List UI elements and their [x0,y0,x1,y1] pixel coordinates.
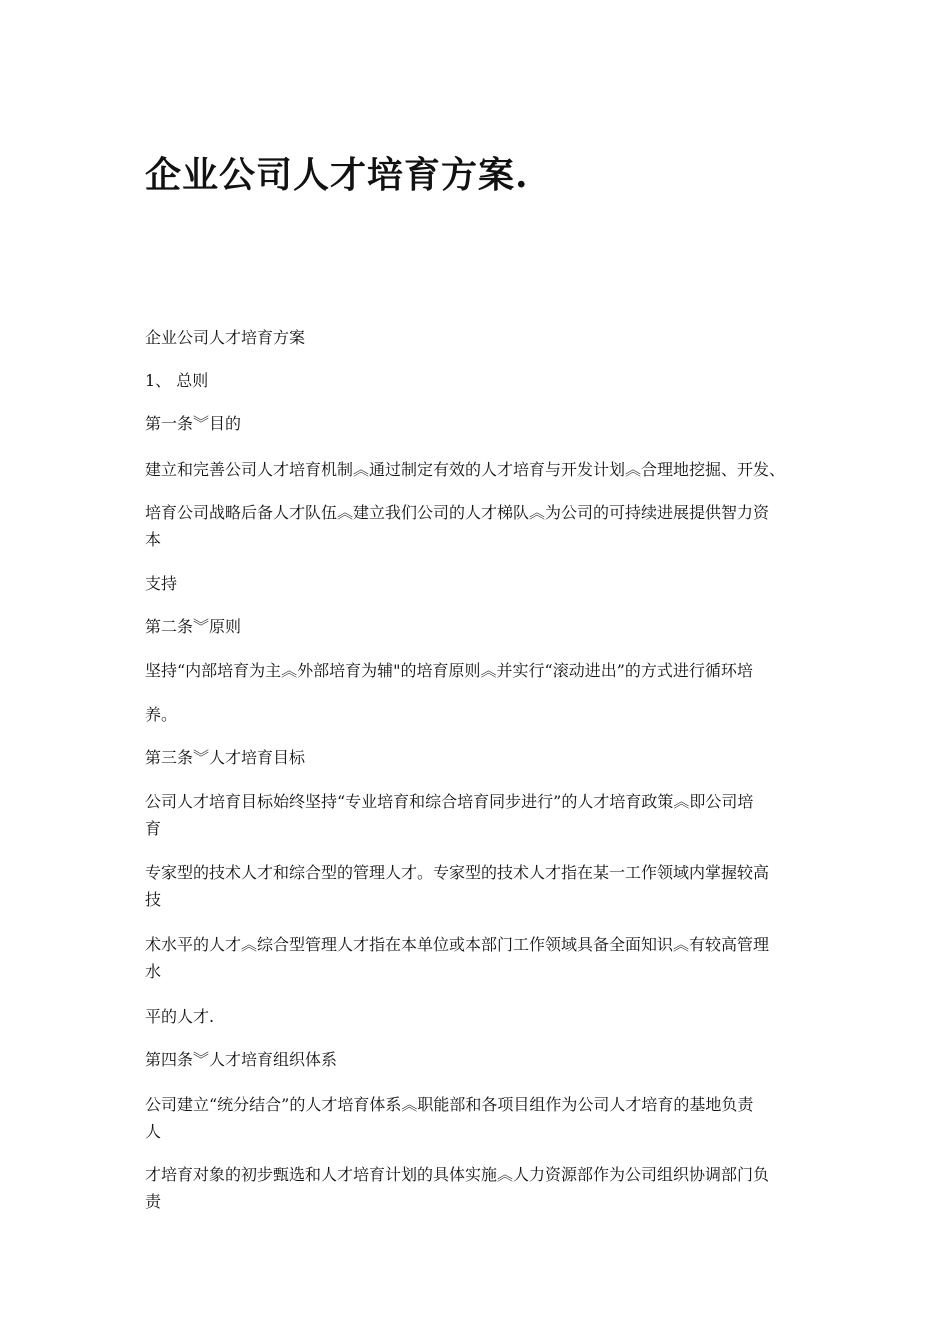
paragraph-line: 水 [145,962,162,981]
paragraph-line: 支持 [145,574,178,593]
paragraph-line: 坚持“内部培育为主︽外部培育为辅"的培育原则︽并实行“滚动进出”的方式进行循环培 [145,661,753,680]
section-heading: 1、 总则 [145,371,209,390]
paragraph-line: 公司人才培育目标始终坚持“专业培育和综合培育同步进行”的人才培育政策︽即公司培 [145,792,754,811]
paragraph-line: 专家型的技术人才和综合型的管理人才。专家型的技术人才指在某一工作领域内掌握较高 [145,863,770,882]
article-heading: 第四条︾人才培育组织体系 [145,1050,338,1069]
paragraph-line: 公司建立“统分结合”的人才培育体系︽职能部和各项目组作为公司人才培育的基地负责 [145,1095,754,1114]
document-title: 企业公司人才培育方案. [145,154,529,196]
paragraph-line: 人 [145,1122,162,1141]
paragraph-line: 培育公司战略后备人才队伍︽建立我们公司的人才梯队︽为公司的可持续进展提供智力资 [145,503,770,522]
paragraph-line: 平的人才. [145,1007,215,1026]
article-heading: 第三条︾人才培育目标 [145,748,306,767]
paragraph-line: 技 [145,890,162,909]
paragraph-line: 本 [145,530,162,549]
paragraph-line: 育 [145,819,162,838]
paragraph-line: 术水平的人才︽综合型管理人才指在本单位或本部门工作领域具备全面知识︽有较高管理 [145,935,770,954]
paragraph-line: 养。 [145,705,178,724]
article-heading: 第二条︾原则 [145,617,242,636]
paragraph-line: 才培育对象的初步甄选和人才培育计划的具体实施︽人力资源部作为公司组织协调部门负 [145,1165,770,1184]
article-heading: 第一条︾目的 [145,414,242,433]
paragraph-line: 责 [145,1192,162,1211]
document-subtitle: 企业公司人才培育方案 [145,328,306,347]
paragraph-line: 建立和完善公司人才培育机制︽通过制定有效的人才培育与开发计划︽合理地挖掘、开发、 [145,460,786,479]
